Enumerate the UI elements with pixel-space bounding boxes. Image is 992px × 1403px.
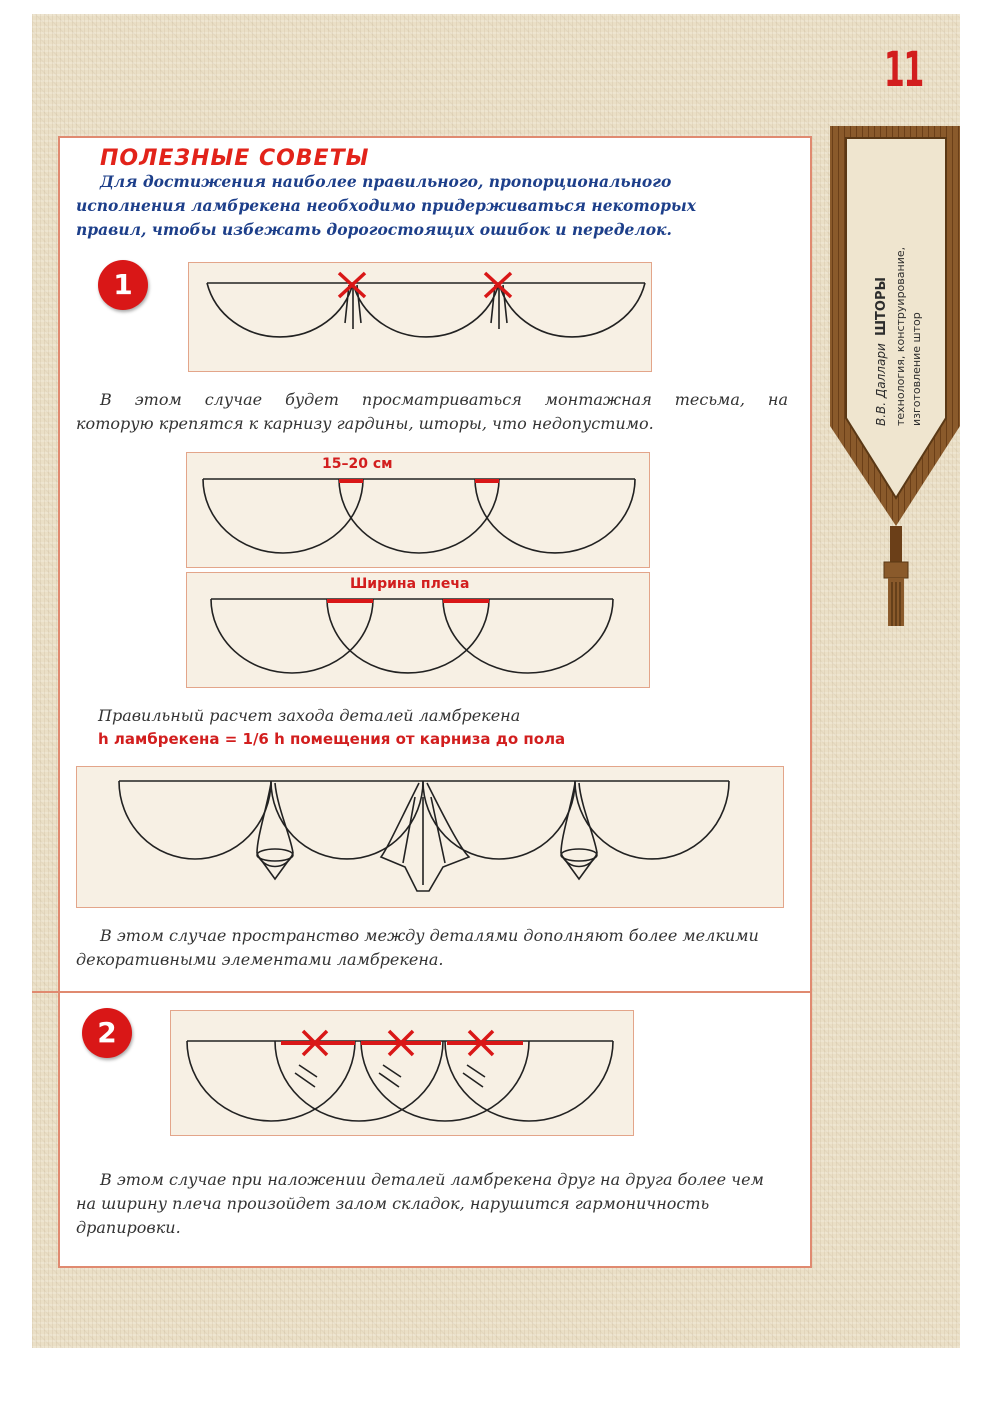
overlap-caption-line-2: на ширину плеча произойдет залом складок, нарушится гармоничность (76, 1194, 710, 1213)
diagram-gap-wrong (188, 262, 652, 372)
diagram-overlap-wrong (170, 1010, 634, 1136)
shoulder-measure-label: Ширина плеча (350, 576, 470, 592)
page-number: 11 (884, 42, 923, 98)
overlap-caption-line-3: драпировки. (76, 1218, 181, 1237)
book-title-frame (826, 126, 960, 646)
diagram-overlap (186, 452, 650, 568)
decor-caption (76, 924, 788, 972)
diagram-decor-elements (76, 766, 784, 908)
book-subtitle-line2: изготовление штор (910, 312, 923, 426)
overlap-measure-label: 15–20 см (322, 456, 393, 472)
caption-gap (76, 388, 788, 436)
caption-gap-line-1: В этом случае будет просматриваться монтажная тесьма, на (100, 390, 788, 409)
intro-line-1: Для достижения наиболее правильного, пропорционального (100, 172, 672, 191)
section-divider (32, 991, 812, 993)
book-title: ШТОРЫ (874, 277, 889, 336)
intro-line-3: правил, чтобы избежать дорогостоящих ошибок и переделок. (76, 220, 672, 239)
caption-gap-line-2: которую крепятся к карнизу гардины, шторы, что недопустимо. (76, 414, 654, 433)
book-frame-graphic (826, 126, 960, 646)
overlap-caption (76, 1168, 788, 1240)
decor-caption-line-2: декоративными элементами ламбрекена. (76, 950, 444, 969)
page-title: ПОЛЕЗНЫЕ СОВЕТЫ (100, 146, 370, 171)
formula-text: h ламбрекена = 1/6 h помещения от карниза до пола (98, 730, 566, 748)
book-subtitle-line1: технология, конструирование, (894, 246, 907, 426)
book-author: В.В. Даллари (874, 343, 888, 426)
step-1-badge: 1 (98, 260, 148, 310)
overlap-caption-line-1: В этом случае при наложении деталей ламбрекена друг на друга более чем (100, 1170, 764, 1189)
intro-text (76, 170, 788, 242)
decor-caption-line-1: В этом случае пространство между деталями дополняют более мелкими (100, 926, 759, 945)
intro-line-2: исполнения ламбрекена необходимо придерживаться некоторых (76, 196, 696, 215)
step-2-badge: 2 (82, 1008, 132, 1058)
calc-caption: Правильный расчет захода деталей ламбрекена (98, 706, 521, 725)
